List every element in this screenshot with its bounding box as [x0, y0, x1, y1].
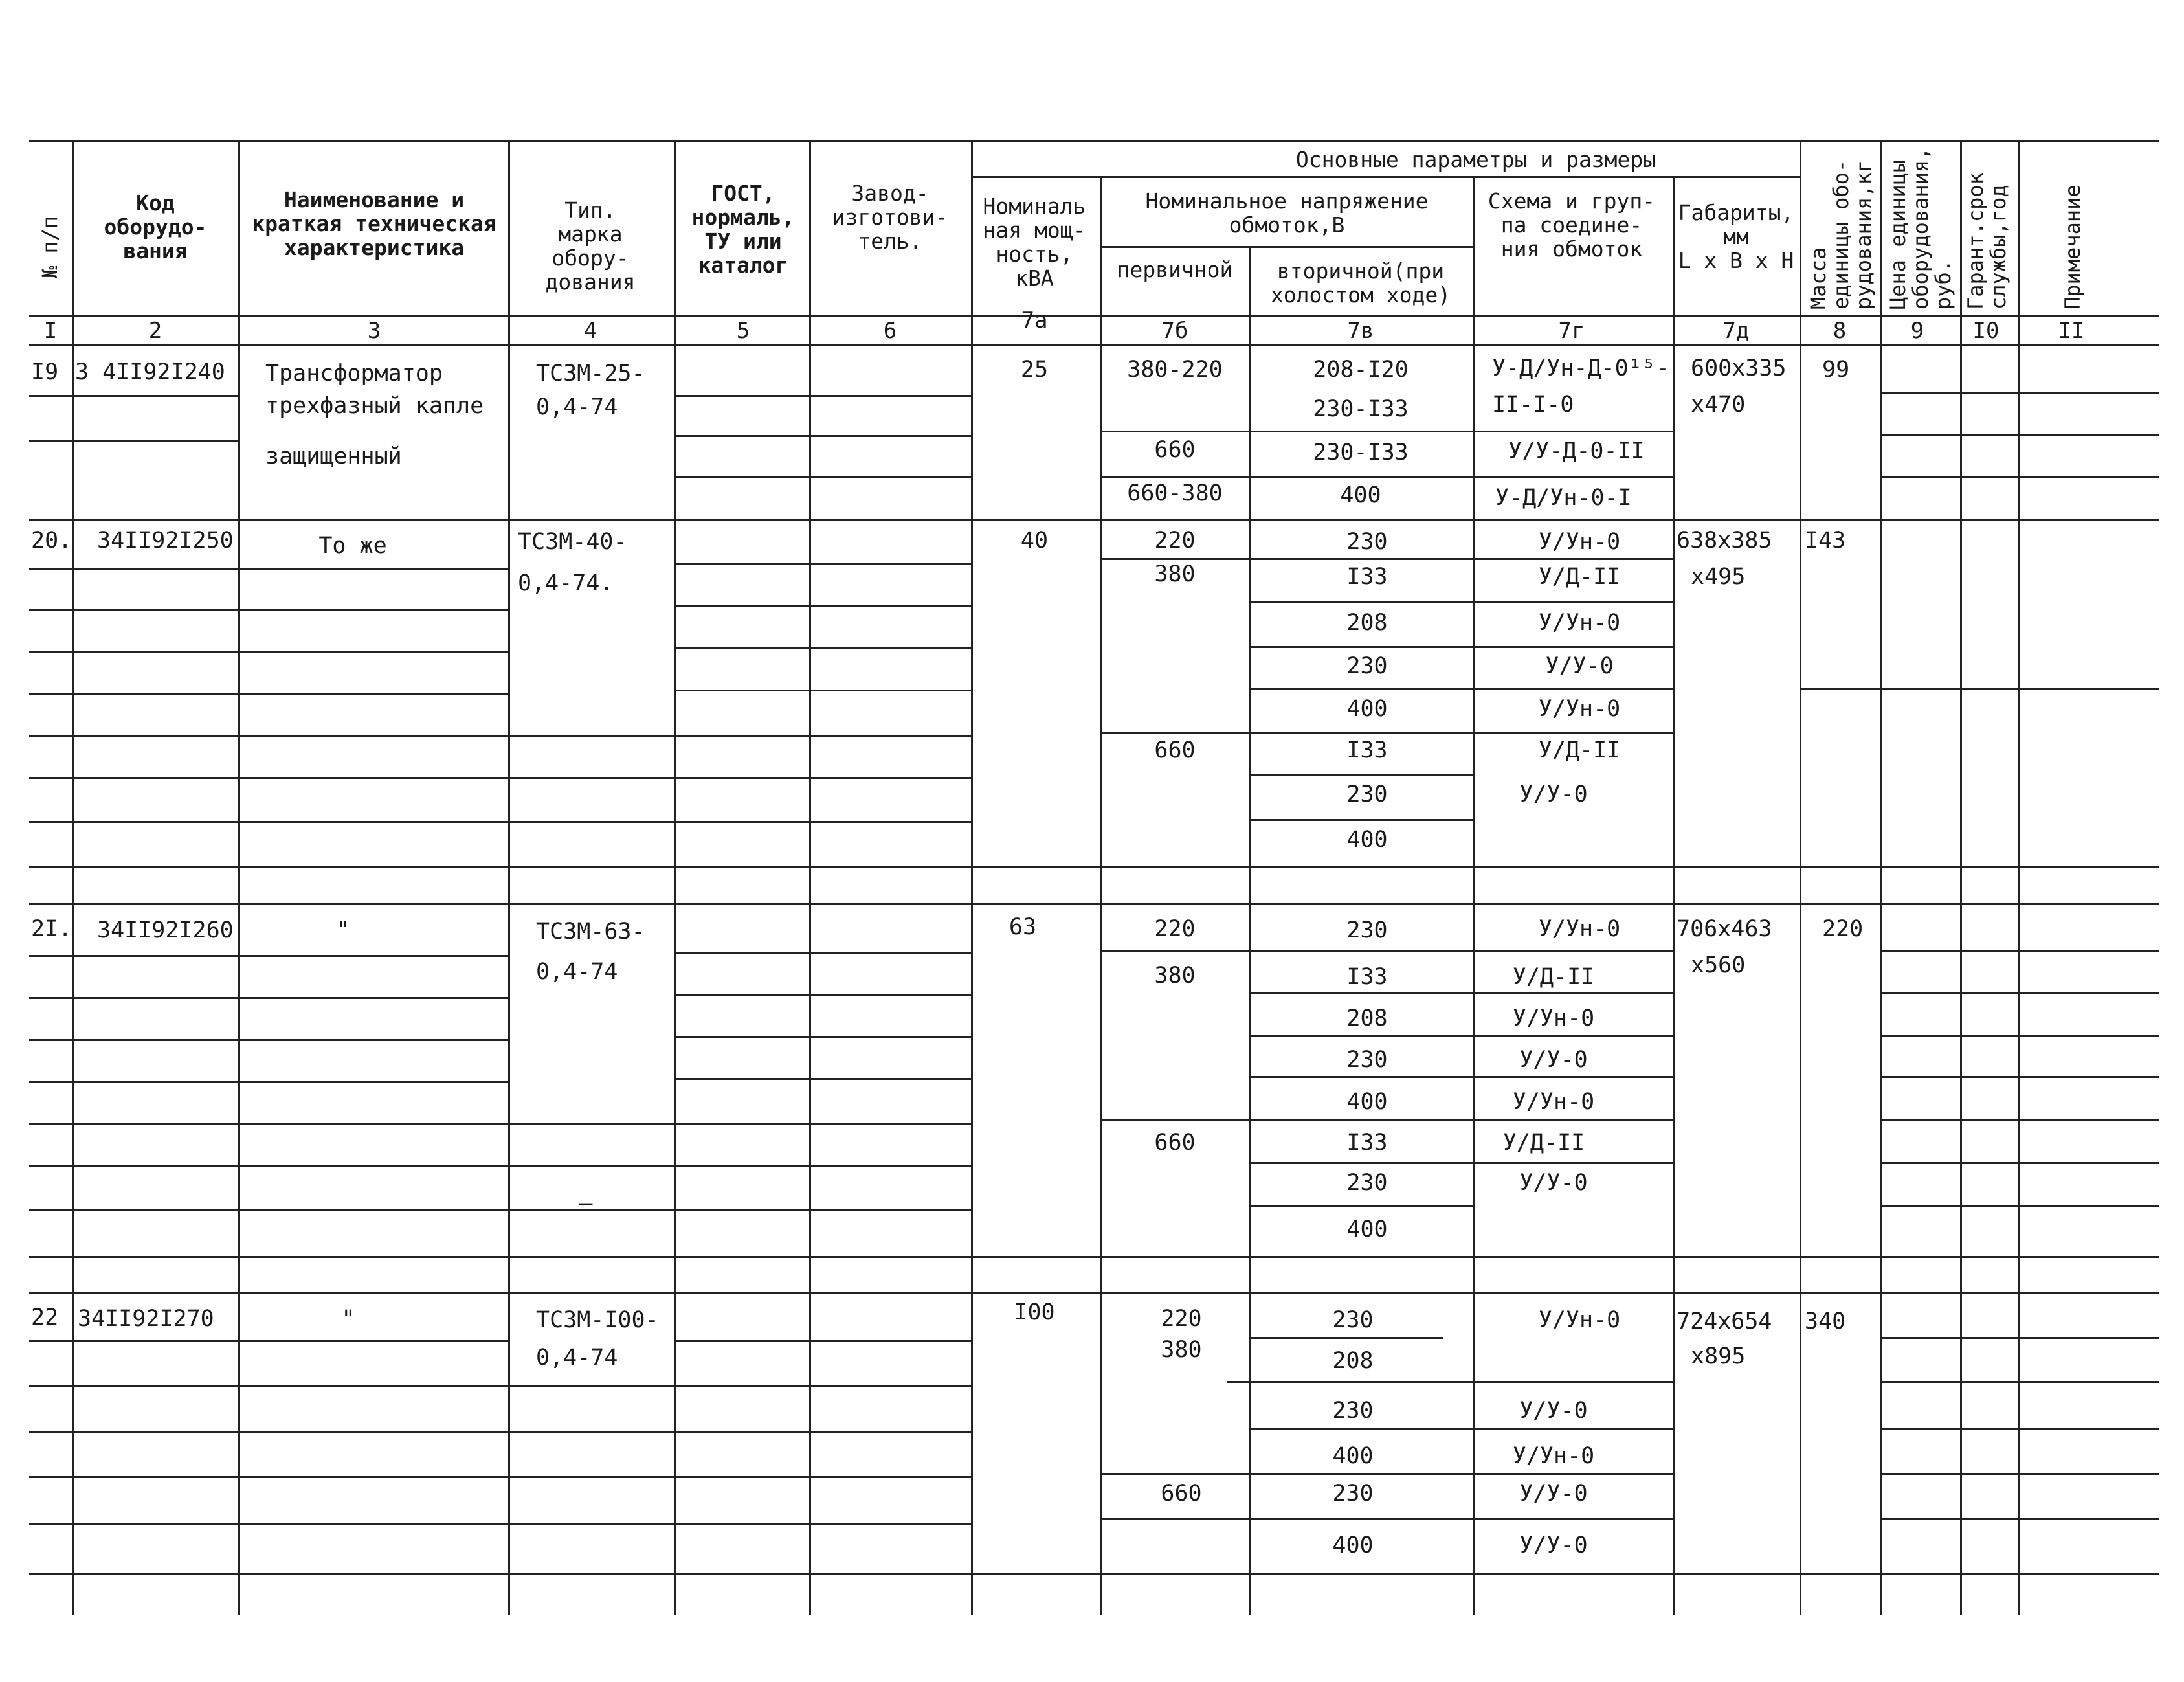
row-line	[29, 1431, 971, 1433]
col-line-7a	[1100, 176, 1102, 1615]
col-header-9: Цена единицы оборудования, руб.	[1886, 147, 1956, 309]
equipment-type: 0,4-74	[536, 394, 618, 420]
nominal-power: I00	[1014, 1299, 1055, 1325]
row-line	[1249, 819, 1473, 821]
dash-mark: —	[579, 1190, 593, 1216]
connection-scheme: У/Д-II	[1538, 564, 1621, 590]
connection-scheme: У/Ун-0	[1538, 529, 1621, 555]
dimensions: 638x385	[1677, 528, 1772, 554]
row-line	[1100, 431, 1673, 432]
dimensions: x560	[1691, 952, 1746, 978]
row-line	[1880, 1119, 2159, 1121]
row-line	[674, 1340, 971, 1342]
nominal-power: 25	[1020, 357, 1049, 383]
equipment-type: ТСЗМ-25-	[536, 361, 645, 387]
secondary-voltage: 208	[1346, 610, 1388, 636]
primary-voltage: 220	[1161, 1306, 1202, 1332]
row-line	[1227, 1381, 1673, 1383]
row-line	[1100, 1473, 1673, 1475]
row-line	[1249, 774, 1473, 776]
primary-voltage: 660	[1154, 1130, 1196, 1156]
row-line	[29, 440, 240, 442]
row-line	[674, 605, 971, 607]
col-header-7g: Схема и груп- па соедине- ния обмоток	[1488, 188, 1656, 262]
row-line	[29, 777, 971, 779]
connection-scheme: У/У-0	[1519, 1398, 1588, 1424]
row-line	[1800, 688, 2159, 690]
secondary-voltage: 400	[1346, 1217, 1388, 1242]
row-line	[1100, 558, 1673, 560]
mass: 220	[1822, 916, 1864, 942]
connection-scheme: II-I-0	[1492, 392, 1574, 418]
row-line	[29, 609, 508, 611]
secondary-voltage: I33	[1346, 564, 1388, 590]
row-line	[1249, 1205, 1473, 1207]
secondary-voltage: 400	[1346, 1089, 1388, 1115]
voltage-subheader-line	[1100, 246, 1473, 248]
row-line	[29, 821, 971, 823]
top-border	[29, 140, 2159, 142]
secondary-voltage: 230	[1332, 1481, 1374, 1507]
col-line-2	[238, 140, 240, 1615]
col-header-11: Примечание	[2060, 185, 2085, 309]
mass: 99	[1822, 357, 1850, 383]
connection-scheme: У-Д/Ун-Д-0¹⁵-	[1492, 355, 1669, 381]
row-line	[1880, 1035, 2159, 1037]
col-header-3: Наименование и краткая техническая характеристика	[252, 187, 496, 260]
row-line	[29, 1340, 508, 1342]
row-line	[29, 568, 508, 570]
row-line	[29, 1385, 971, 1387]
col-number: 9	[1910, 318, 1924, 344]
row-line	[1249, 1035, 1673, 1037]
row-line	[29, 1523, 971, 1525]
secondary-voltage: 230	[1332, 1307, 1374, 1333]
row-line	[1249, 601, 1673, 603]
row-line	[1100, 950, 1673, 952]
row-line	[1880, 1162, 2159, 1164]
col-line-9	[1960, 140, 1962, 1615]
row-line	[1880, 1205, 2159, 1207]
col-line-8	[1880, 140, 1882, 1615]
row-line	[1100, 1518, 1673, 1520]
connection-scheme: У/Ун-0	[1538, 1307, 1621, 1333]
col-line-1	[72, 140, 74, 1615]
secondary-voltage: 400	[1332, 1532, 1374, 1558]
primary-voltage: 220	[1154, 916, 1196, 942]
group-line	[29, 866, 2159, 868]
secondary-voltage: 400	[1346, 827, 1388, 853]
equipment-type: ТСЗМ-I00-	[536, 1307, 659, 1333]
row-line	[674, 994, 971, 996]
connection-scheme: У/У-0	[1519, 1481, 1588, 1507]
group-line	[29, 1292, 2159, 1294]
row-line	[1880, 1473, 2159, 1475]
col-header-7d: Габариты, мм L x B x H	[1678, 200, 1794, 273]
group-line	[29, 1573, 2159, 1575]
secondary-voltage: 230	[1346, 781, 1388, 807]
mass: I43	[1805, 528, 1846, 554]
row-line	[674, 476, 971, 478]
row-line	[29, 1165, 971, 1167]
secondary-voltage: 230	[1346, 653, 1388, 679]
primary-voltage: 660-380	[1127, 480, 1223, 506]
equipment-code: 34II92I260	[97, 917, 234, 943]
row-line	[1880, 392, 2159, 394]
equipment-type: ТСЗМ-40-	[518, 529, 627, 555]
col-number: 7г	[1558, 318, 1585, 344]
row-number: 22	[31, 1305, 59, 1330]
row-line	[1249, 646, 1673, 648]
secondary-voltage: I33	[1346, 737, 1388, 763]
header-bottom-line	[29, 315, 2159, 317]
row-line	[1880, 992, 2159, 994]
nominal-power: 63	[1008, 914, 1037, 940]
row-line	[29, 1123, 971, 1125]
row-line	[1880, 1518, 2159, 1520]
col-line-7v	[1473, 176, 1475, 1615]
row-line	[1880, 950, 2159, 952]
connection-scheme: У/У-0	[1519, 781, 1588, 807]
group-line	[29, 1256, 2159, 1258]
dimensions: 600x335	[1691, 355, 1787, 381]
connection-scheme: У/Ун-0	[1512, 1005, 1595, 1031]
row-line	[29, 735, 971, 737]
connection-scheme: У/Д-II	[1538, 737, 1621, 763]
secondary-voltage: 230	[1346, 1170, 1388, 1196]
col-line-7g	[1673, 176, 1675, 1615]
equipment-type: 0,4-74	[536, 959, 618, 985]
primary-voltage: 220	[1154, 528, 1196, 554]
col-line-5	[809, 140, 811, 1615]
equipment-name: трехфазный капле	[265, 393, 484, 419]
secondary-voltage: 230	[1346, 529, 1388, 555]
group-header-line	[971, 176, 1800, 178]
col-number: 4	[583, 318, 597, 344]
mass: 340	[1805, 1308, 1846, 1334]
col-line-3	[508, 140, 510, 1615]
secondary-voltage: 208	[1346, 1005, 1388, 1031]
col-line-4	[674, 140, 676, 1615]
col-header-5: ГОСТ, нормаль, ТУ или каталог	[691, 181, 795, 278]
col-line-6	[971, 140, 973, 1615]
row-line	[1880, 476, 2159, 478]
col-number: II	[2058, 318, 2085, 344]
row-line	[29, 693, 508, 695]
row-line	[1100, 476, 1673, 478]
dimensions: x895	[1691, 1343, 1746, 1369]
ditto-mark: "	[336, 917, 350, 943]
equipment-name: Трансформатор	[265, 361, 443, 387]
row-line	[1100, 732, 1673, 734]
connection-scheme: У/Ун-0	[1538, 610, 1621, 636]
row-line	[1880, 1076, 2159, 1078]
col-number: 7д	[1722, 318, 1750, 344]
connection-scheme: У/Ун-0	[1512, 1089, 1595, 1115]
secondary-voltage: 230	[1346, 1047, 1388, 1073]
secondary-voltage: 230-I33	[1313, 396, 1409, 422]
row-line	[1880, 1381, 2159, 1383]
group-line	[29, 519, 2159, 521]
row-line	[674, 563, 971, 565]
row-line	[1249, 1076, 1673, 1078]
connection-scheme: У/Ун-0	[1512, 1443, 1595, 1469]
row-line	[674, 435, 971, 437]
col-number: I	[43, 318, 58, 344]
equipment-code: 3 4II92I240	[75, 359, 225, 385]
connection-scheme: У/У-0	[1519, 1532, 1588, 1558]
connection-scheme: У/Ун-0	[1538, 696, 1621, 722]
row-line	[29, 1209, 971, 1211]
row-line	[674, 1036, 971, 1038]
row-line	[29, 1476, 971, 1478]
row-line	[29, 1081, 508, 1083]
col-number: 6	[883, 318, 897, 344]
row-line	[1880, 1337, 2159, 1339]
primary-voltage: 380	[1154, 561, 1196, 587]
col-number: 7б	[1161, 318, 1188, 344]
col-number: 3	[367, 318, 381, 344]
equipment-name: защищенный	[265, 443, 402, 469]
col-header-6: Завод- изготови- тель.	[832, 181, 948, 254]
connection-scheme: У/У-0	[1545, 653, 1614, 679]
secondary-voltage: I33	[1346, 964, 1388, 990]
col-header-7v: вторичной(при холостом ходе)	[1270, 258, 1451, 308]
row-number: 20.	[31, 528, 72, 554]
connection-scheme: У-Д/Ун-0-I	[1495, 485, 1632, 511]
col-number: 7в	[1347, 318, 1374, 344]
secondary-voltage: 230	[1332, 1398, 1374, 1424]
secondary-voltage: 208	[1332, 1348, 1374, 1374]
col-number: I0	[1972, 318, 2000, 344]
numbers-bottom-line	[29, 344, 2159, 346]
col-line-7d	[1800, 140, 1801, 1615]
dimensions: 724x654	[1677, 1308, 1772, 1334]
row-line	[674, 690, 971, 691]
secondary-voltage: 400	[1346, 696, 1388, 722]
col-number: 7а	[1021, 308, 1048, 333]
secondary-voltage: 208-I20	[1313, 357, 1409, 383]
equipment-type: ТСЗМ-63-	[536, 919, 645, 945]
primary-voltage: 380-220	[1127, 357, 1223, 383]
col-line-10	[2018, 140, 2020, 1615]
col-header-8: Масса единицы обо- рудования,кг	[1806, 159, 1876, 309]
equipment-type: 0,4-74	[536, 1345, 618, 1371]
col-header-7b: первичной	[1117, 257, 1233, 282]
col-header-1: № п/п	[38, 216, 62, 278]
row-line	[674, 647, 971, 649]
equipment-type: 0,4-74.	[518, 570, 614, 596]
connection-scheme: У/Д-II	[1512, 964, 1595, 990]
row-line	[674, 395, 971, 397]
row-number: 2I.	[31, 916, 72, 942]
secondary-voltage: I33	[1346, 1130, 1388, 1156]
group-line	[29, 903, 2159, 905]
col-number: 8	[1833, 318, 1847, 344]
equipment-code: 34II92I250	[97, 528, 234, 554]
row-number: I9	[31, 359, 59, 385]
nominal-power: 40	[1020, 528, 1049, 554]
connection-scheme: У/Д-II	[1502, 1130, 1585, 1156]
row-line	[1880, 434, 2159, 436]
col-number: 5	[736, 318, 750, 344]
secondary-voltage: 400	[1332, 1443, 1374, 1469]
row-line	[29, 1039, 508, 1041]
row-line	[29, 395, 240, 397]
connection-scheme: У/У-0	[1519, 1170, 1588, 1196]
row-line	[29, 997, 508, 999]
primary-voltage: 660	[1154, 437, 1196, 463]
row-line	[1249, 688, 1673, 690]
row-line	[1249, 1337, 1443, 1339]
connection-scheme: У/У-Д-0-II	[1508, 438, 1645, 464]
col-header-4: Тип. марка обору- дования	[545, 197, 636, 295]
row-line	[1249, 992, 1673, 994]
col-header-7a: Номиналь ная мощ- ность, кВА	[983, 194, 1086, 291]
row-line	[674, 1078, 971, 1080]
primary-voltage: 380	[1161, 1337, 1202, 1363]
connection-scheme: У/У-0	[1519, 1047, 1588, 1073]
dimensions: x495	[1691, 564, 1746, 590]
col-header-7bv: Номинальное напряжение обмоток,В	[1145, 188, 1429, 238]
secondary-voltage: 230	[1346, 917, 1388, 943]
row-line	[674, 952, 971, 954]
secondary-voltage: 230-I33	[1313, 440, 1409, 465]
primary-voltage: 660	[1161, 1481, 1202, 1507]
secondary-voltage: 400	[1340, 482, 1381, 508]
dimensions: 706x463	[1677, 916, 1772, 942]
primary-voltage: 660	[1154, 737, 1196, 763]
row-line	[29, 651, 508, 653]
group-header: Основные параметры и размеры	[1295, 147, 1656, 172]
dimensions: x470	[1691, 392, 1746, 418]
row-line	[1100, 1119, 1673, 1121]
primary-voltage: 380	[1154, 963, 1196, 989]
equipment-name: То же	[318, 533, 387, 559]
equipment-code: 34II92I270	[78, 1306, 214, 1332]
row-line	[1249, 1162, 1673, 1164]
col-header-10: Гарант.срок службы,год	[1963, 172, 2011, 309]
col-line-7b	[1249, 246, 1251, 1615]
connection-scheme: У/Ун-0	[1538, 916, 1621, 942]
col-header-2: Код оборудо- вания	[104, 190, 207, 264]
row-line	[1880, 1428, 2159, 1430]
row-line	[1249, 1428, 1673, 1430]
ditto-mark: "	[341, 1306, 355, 1332]
col-number: 2	[148, 318, 162, 344]
row-line	[29, 955, 508, 957]
